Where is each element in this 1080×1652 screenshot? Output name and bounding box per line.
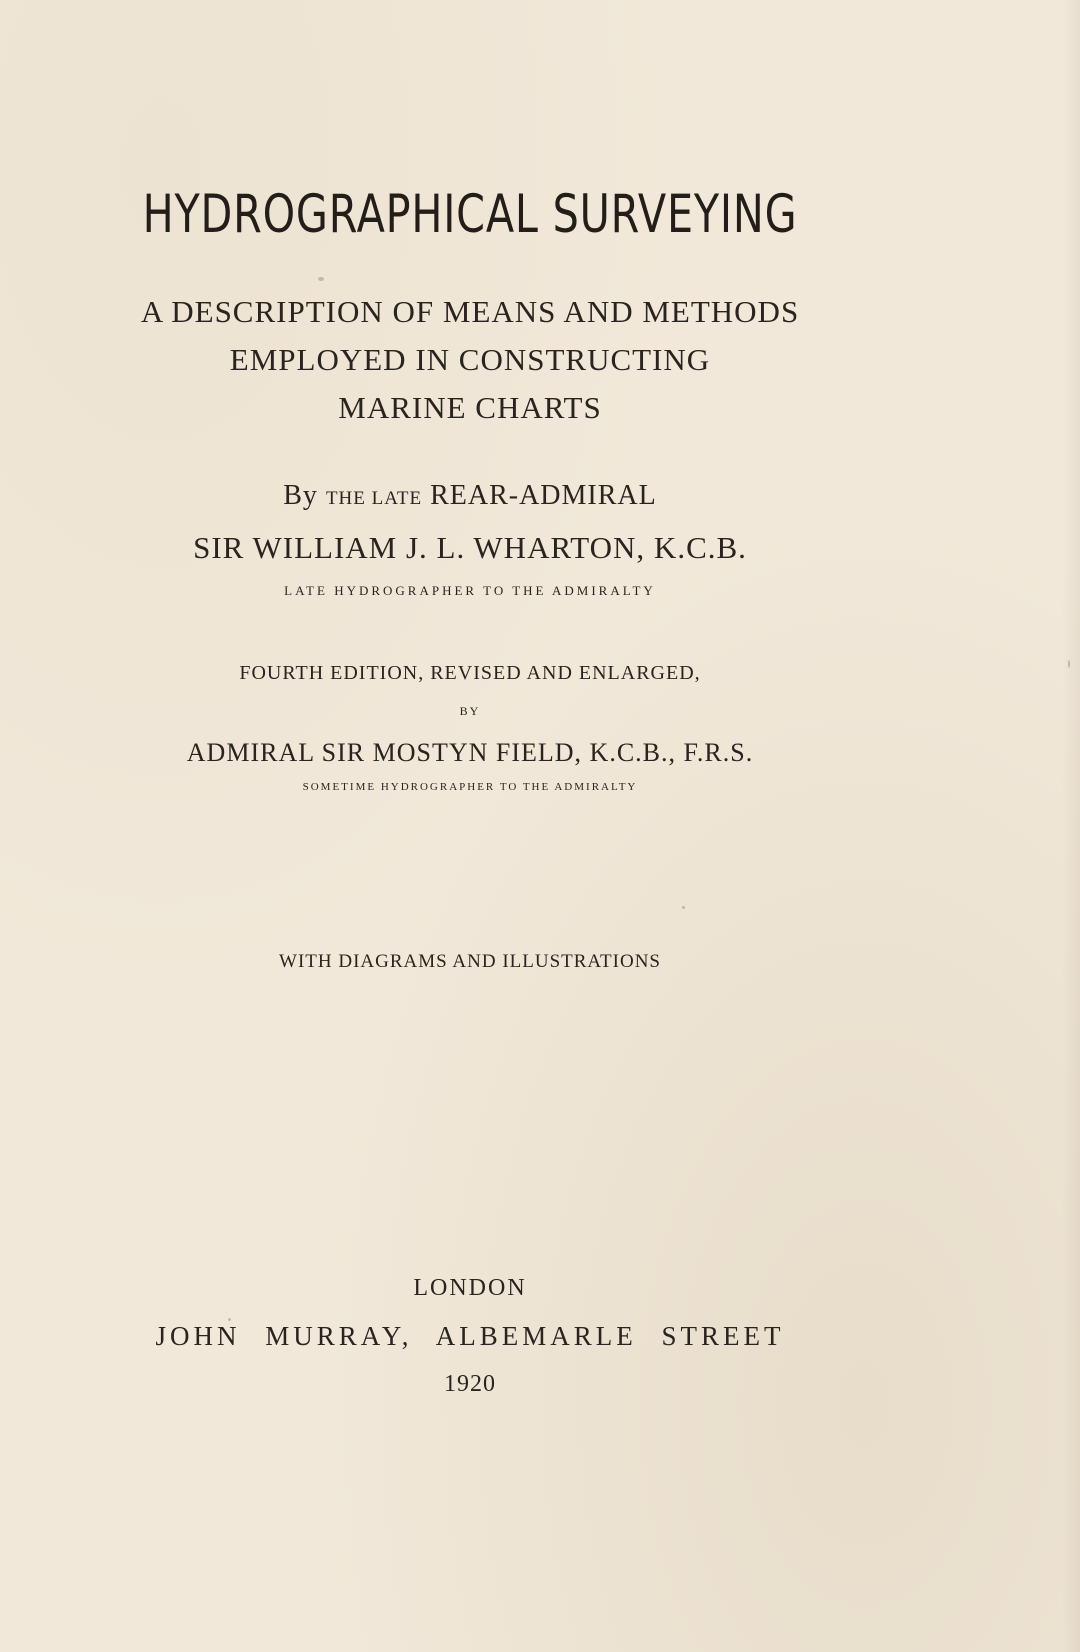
byline	[0, 480, 940, 512]
byline-the-late: THE LATE	[325, 488, 423, 509]
paper-speck	[1068, 660, 1070, 668]
subtitle-line-3: MARINE CHARTS	[338, 390, 602, 425]
subtitle-line-2: EMPLOYED IN CONSTRUCTING	[229, 342, 711, 377]
reviser-name: ADMIRAL SIR MOSTYN FIELD, K.C.B., F.R.S.	[186, 738, 754, 767]
paper-speck	[228, 1318, 231, 1321]
page-edge-shadow	[1062, 0, 1080, 1652]
imprint-city: LONDON	[413, 1275, 527, 1301]
imprint-year: 1920	[444, 1371, 496, 1397]
reviser-role: SOMETIME HYDROGRAPHER TO THE ADMIRALTY	[302, 781, 638, 793]
byline-by: By	[283, 480, 318, 511]
book-title: HYDROGRAPHICAL SURVEYING	[142, 184, 798, 245]
illustrations-note: WITH DIAGRAMS AND ILLUSTRATIONS	[279, 951, 661, 972]
edition-by: BY	[459, 704, 481, 718]
subtitle-line-1: A DESCRIPTION OF MEANS AND METHODS	[140, 294, 800, 329]
author-role: LATE HYDROGRAPHER TO THE ADMIRALTY	[284, 583, 656, 598]
byline-rank: REAR-ADMIRAL	[430, 480, 657, 511]
imprint-publisher: JOHN MURRAY, ALBEMARLE STREET	[155, 1321, 785, 1351]
edition-statement: FOURTH EDITION, REVISED AND ENLARGED,	[239, 662, 701, 684]
paper-speck	[318, 277, 324, 281]
paper-speck	[682, 906, 685, 909]
author-name: SIR WILLIAM J. L. WHARTON, K.C.B.	[193, 530, 747, 565]
